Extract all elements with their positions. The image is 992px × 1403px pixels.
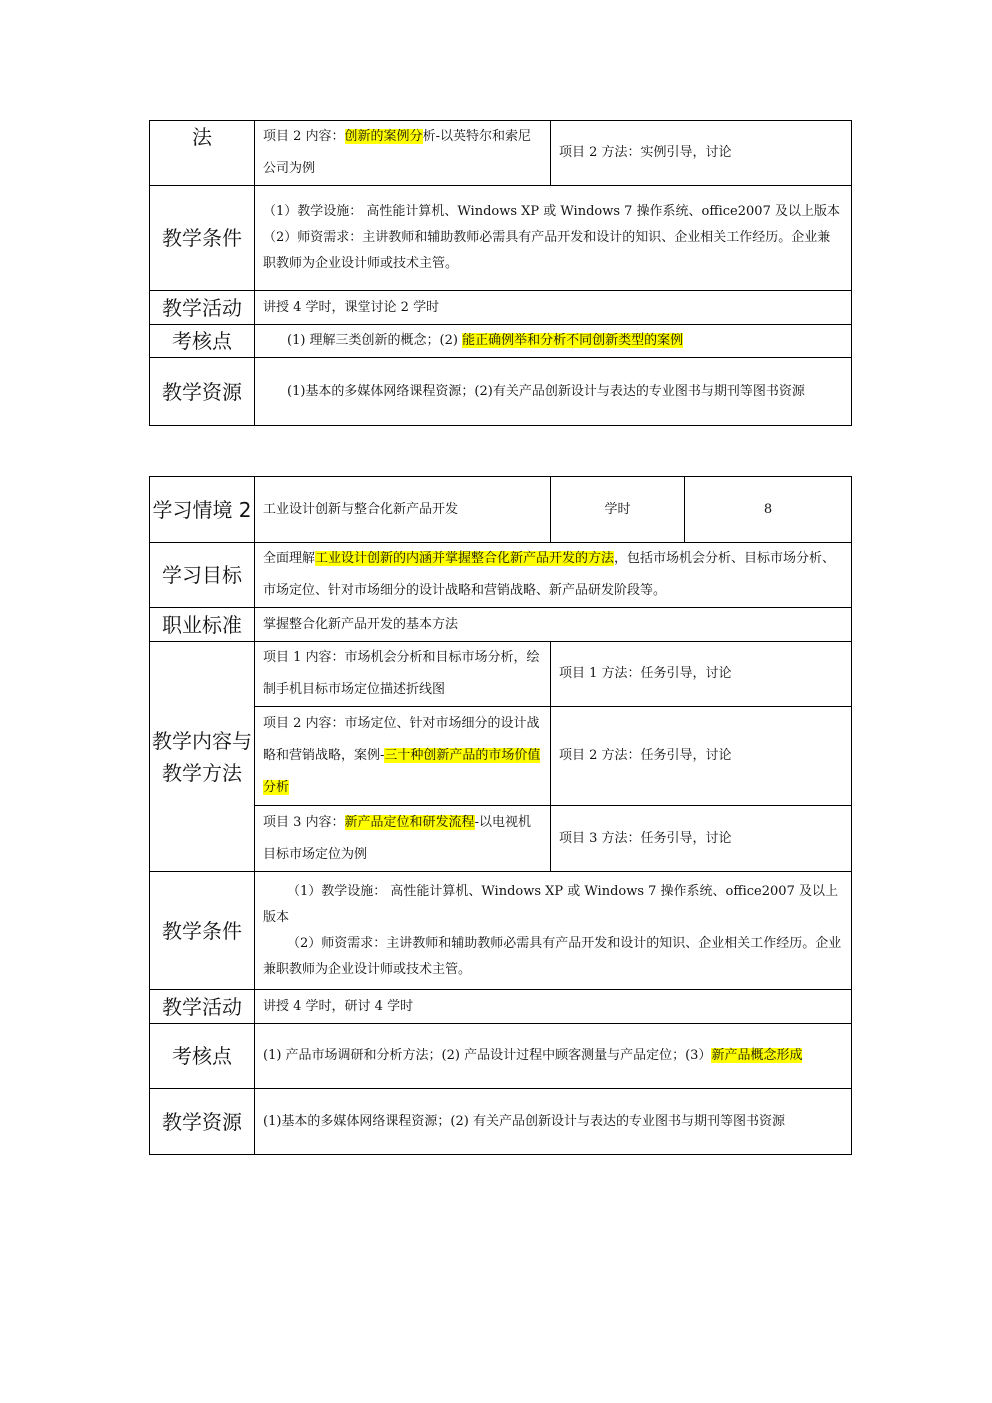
- goals-highlight: 工业设计创新的内涵并掌握整合化新产品开发的方法: [315, 551, 615, 566]
- hours-label: 学时: [551, 477, 685, 543]
- row-label: 教学资源: [150, 358, 255, 426]
- item2-content: [255, 121, 551, 186]
- table-1: [149, 120, 852, 426]
- row-header: [150, 477, 852, 543]
- situation-title: 工业设计创新与整合化新产品开发: [255, 477, 551, 543]
- activities-text: 讲授 4 学时，研讨 4 学时: [255, 990, 852, 1024]
- row-standard: [150, 608, 852, 642]
- conditions-line-1: （1）教学设施： 高性能计算机、Windows XP 或 Windows 7 操作系统、office2007 及以上版本: [263, 883, 838, 925]
- goals-pre: 全面理解: [263, 551, 316, 566]
- row-label: 考核点: [150, 325, 255, 358]
- assessment-pre: (1) 产品市场调研和分析方法；(2) 产品设计过程中顾客测量与产品定位；(3）: [263, 1048, 712, 1063]
- item3-content-pre: 项目 3 内容：: [263, 814, 345, 830]
- row-content-item-2: [150, 707, 852, 806]
- assessment-highlight: 新产品概念形成: [711, 1048, 803, 1063]
- item2-content-post: 析-以英特尔和索尼公司为例: [263, 129, 531, 176]
- item2-content-highlight: 创新的案例分: [344, 129, 423, 144]
- item3-content-post: -以电视机目标市场定位为例: [263, 814, 531, 862]
- resources-text: (1)基本的多媒体网络课程资源；(2)有关产品创新设计与表达的专业图书与期刊等图书资源: [255, 358, 852, 426]
- row-label: 法: [150, 121, 255, 186]
- assessment-text: [255, 1024, 852, 1089]
- row-activities: [150, 990, 852, 1024]
- resources-text: (1)基本的多媒体网络课程资源；(2) 有关产品创新设计与表达的专业图书与期刊等图书资源: [255, 1089, 852, 1155]
- row-label: 教学活动: [150, 291, 255, 325]
- assessment-pre: (1) 理解三类创新的概念；(2): [287, 333, 463, 348]
- conditions-text: [255, 186, 852, 291]
- row-goals: [150, 543, 852, 608]
- assessment-highlight: 能正确例举和分析不同创新类型的案例: [462, 333, 684, 348]
- item2-content-pre: 项目 2 内容：: [263, 129, 345, 144]
- conditions-line-2: （2）师资需求：主讲教师和辅助教师必需具有产品开发和设计的知识、企业相关工作经历。企业兼职教师为企业设计师或技术主管。: [263, 230, 831, 271]
- row-label: 教学活动: [150, 990, 255, 1024]
- table-2: [149, 476, 852, 1155]
- hours-value: 8: [685, 477, 852, 543]
- row-label: 教学条件: [150, 186, 255, 291]
- row-conditions: [150, 186, 852, 291]
- item2-content-highlight: 三十种创新产品的市场价值分析: [263, 748, 541, 795]
- row-label: 学习情境 2: [150, 477, 255, 543]
- row-assessment: [150, 325, 852, 358]
- row-assessment: [150, 1024, 852, 1089]
- item2-content: [255, 707, 551, 806]
- row-label: 教学内容与教学方法: [150, 642, 255, 872]
- row-label: 学习目标: [150, 543, 255, 608]
- row-label: 教学资源: [150, 1089, 255, 1155]
- row-resources: [150, 1089, 852, 1155]
- item3-content: [255, 806, 551, 872]
- item3-method: 项目 3 方法：任务引导，讨论: [551, 806, 852, 872]
- goals-text: [255, 543, 852, 608]
- row-resources: [150, 358, 852, 426]
- row-conditions: [150, 872, 852, 990]
- item2-content-pre: 项目 2 内容：市场定位、针对市场细分的设计战略和营销战略，案例-: [263, 716, 540, 763]
- item1-content: [255, 642, 551, 707]
- item1-content-pre: 项目 1 内容：市场机会分析和目标市场分析，绘制手机目标市场定位描述折线图: [263, 650, 540, 697]
- item2-method: 项目 2 方法：实例引导，讨论: [551, 121, 852, 186]
- row-label: 教学条件: [150, 872, 255, 990]
- row-label: 职业标准: [150, 608, 255, 642]
- item3-content-highlight: 新产品定位和研发流程: [344, 814, 475, 830]
- conditions-line-1: （1）教学设施： 高性能计算机、Windows XP 或 Windows 7 操作系统、office2007 及以上版本: [263, 204, 840, 219]
- row-content-item-1: [150, 642, 852, 707]
- row-activities: [150, 291, 852, 325]
- item2-method: 项目 2 方法：任务引导，讨论: [551, 707, 852, 806]
- conditions-text: [255, 872, 852, 990]
- row-content-item-3: [150, 806, 852, 872]
- row-method: [150, 121, 852, 186]
- goals-post: ，包括市场机会分析、目标市场分析、市场定位、针对市场细分的设计战略和营销战略、新产品研发阶段等。: [263, 551, 836, 598]
- standard-text: 掌握整合化新产品开发的基本方法: [255, 608, 852, 642]
- conditions-line-2: （2）师资需求：主讲教师和辅助教师必需具有产品开发和设计的知识、企业相关工作经历。企业兼职教师为企业设计师或技术主管。: [263, 935, 842, 977]
- item1-method: 项目 1 方法：任务引导，讨论: [551, 642, 852, 707]
- row-label: 考核点: [150, 1024, 255, 1089]
- activities-text: 讲授 4 学时，课堂讨论 2 学时: [255, 291, 852, 325]
- assessment-text: [255, 325, 852, 358]
